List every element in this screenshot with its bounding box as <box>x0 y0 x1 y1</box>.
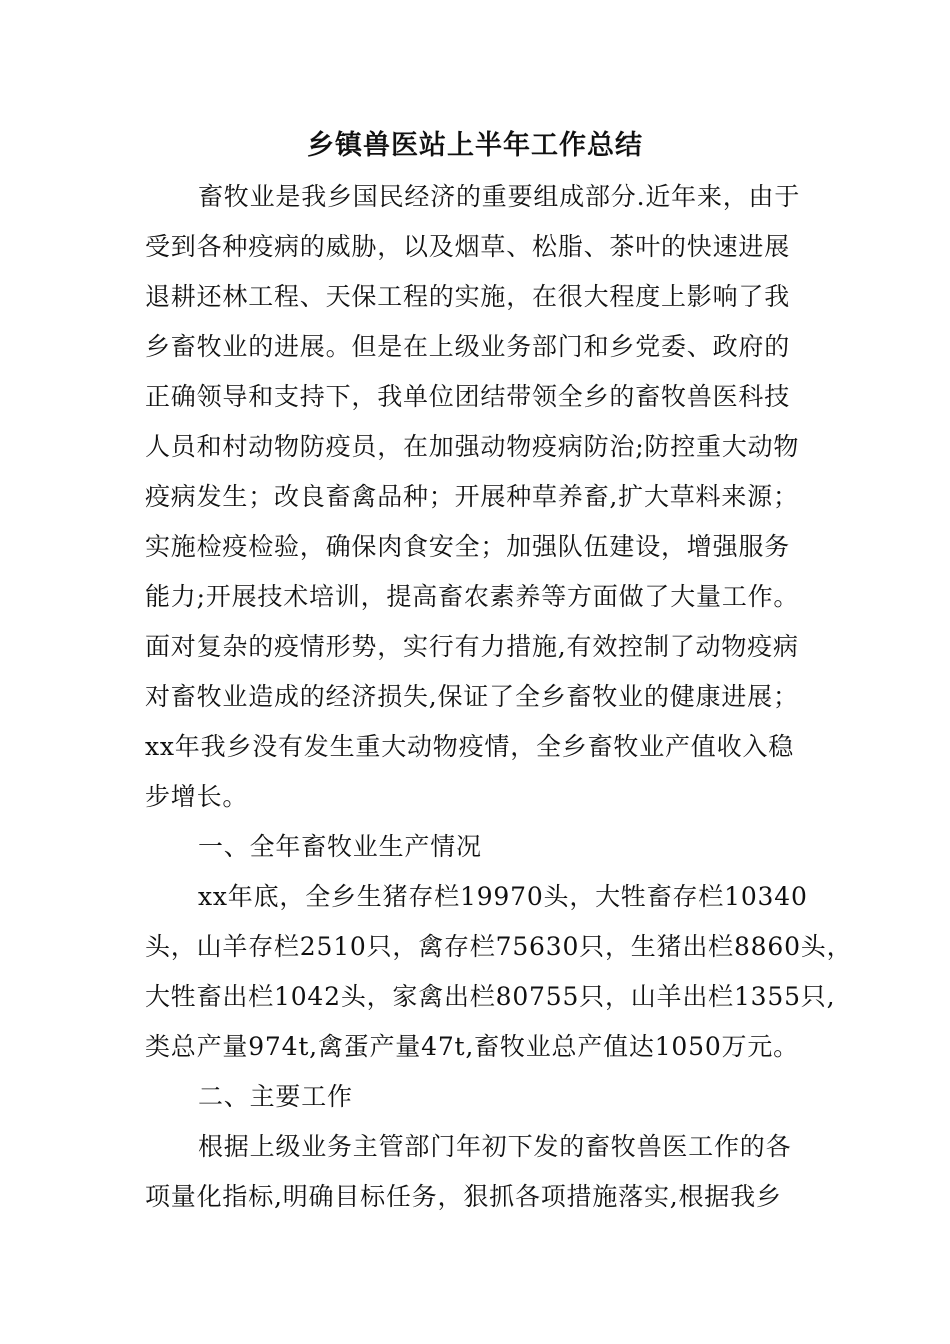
paragraph-line: 畜牧业是我乡国民经济的重要组成部分.近年来，由于 <box>198 182 801 211</box>
paragraph-line: 对畜牧业造成的经济损失,保证了全乡畜牧业的健康进展； <box>145 682 799 711</box>
paragraph-line: 能力;开展技术培训，提高畜农素养等方面做了大量工作。 <box>145 582 800 611</box>
section-heading-2: 二、主要工作 <box>198 1082 353 1111</box>
paragraph-line: 项量化指标,明确目标任务，狠抓各项措施落实,根据我乡 <box>145 1182 782 1211</box>
paragraph-line: 实施检疫检验，确保肉食安全；加强队伍建设，增强服务 <box>145 532 791 561</box>
paragraph-line: 类总产量974t,禽蛋产量47t,畜牧业总产值达1050万元。 <box>145 1032 799 1061</box>
paragraph-line: xx年我乡没有发生重大动物疫情，全乡畜牧业产值收入稳 <box>145 732 795 761</box>
paragraph-line: 大牲畜出栏1042头，家禽出栏80755只，山羊出栏1355只, <box>145 982 836 1011</box>
paragraph-line: 面对复杂的疫情形势，实行有力措施,有效控制了动物疫病 <box>145 632 799 661</box>
paragraph-line: 受到各种疫病的威胁，以及烟草、松脂、茶叶的快速进展 <box>145 232 791 261</box>
section-heading-1: 一、全年畜牧业生产情况 <box>198 832 482 861</box>
paragraph-line: 疫病发生；改良畜禽品种；开展种草养畜,扩大草料来源； <box>145 482 799 511</box>
document-title: 乡镇兽医站上半年工作总结 <box>307 130 643 161</box>
paragraph-line: 步增长。 <box>145 782 249 811</box>
paragraph-line: 根据上级业务主管部门年初下发的畜牧兽医工作的各 <box>198 1132 792 1161</box>
paragraph-line: 退耕还林工程、天保工程的实施，在很大程度上影响了我 <box>145 282 791 311</box>
paragraph-line: xx年底，全乡生猪存栏19970头，大牲畜存栏10340 <box>198 882 808 911</box>
paragraph-line: 正确领导和支持下，我单位团结带领全乡的畜牧兽医科技 <box>145 382 791 411</box>
paragraph-line: 头，山羊存栏2510只，禽存栏75630只，生猪出栏8860头， <box>145 932 853 961</box>
paragraph-line: 乡畜牧业的进展。但是在上级业务部门和乡党委、政府的 <box>145 332 791 361</box>
paragraph-line: 人员和村动物防疫员，在加强动物疫病防治;防控重大动物 <box>145 432 800 461</box>
